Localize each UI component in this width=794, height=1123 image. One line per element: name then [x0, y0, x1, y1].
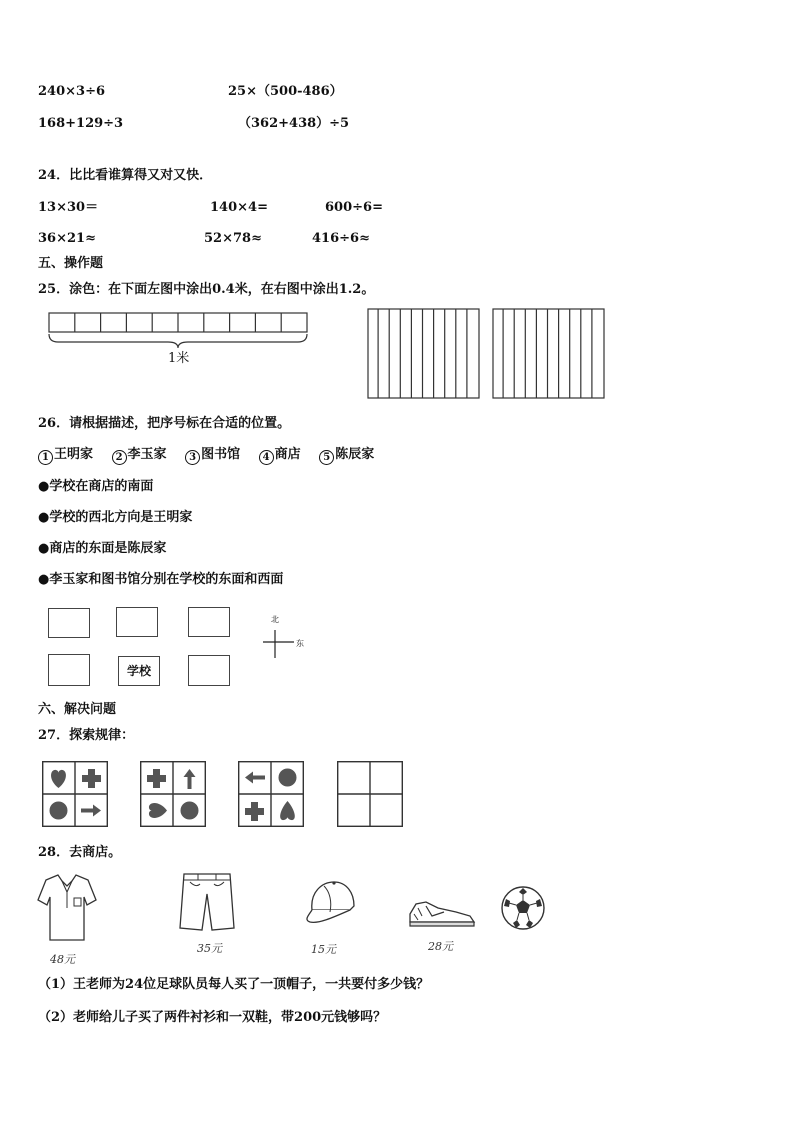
price-label: 35元: [197, 942, 222, 955]
price-label: 48元: [50, 953, 75, 966]
circle-icon: [50, 802, 68, 820]
school-box: 学校: [118, 656, 160, 686]
calc-expression: （362+438）÷5: [238, 116, 350, 131]
map-blank-box[interactable]: [188, 655, 230, 686]
shirt-icon: [36, 872, 98, 942]
estimate-expression: 416÷6≈: [312, 231, 370, 246]
shoe-icon: [406, 894, 478, 930]
clue-text: ●学校的西北方向是王明家: [38, 510, 193, 525]
section-heading: 五、操作题: [38, 256, 104, 271]
cap-icon: [302, 876, 358, 926]
calc-expression: 240×3÷6: [38, 84, 106, 99]
question-28-sub1: （1）王老师为24位足球队员每人买了一顶帽子，一共要付多少钱？: [38, 977, 430, 992]
place-option: 4 商店: [259, 447, 301, 462]
question-26-title: 26．请根据描述，把序号标在合适的位置。: [38, 416, 291, 431]
question-28-title: 28．去商店。: [38, 845, 122, 860]
clue-text: ●李玉家和图书馆分别在学校的东面和西面: [38, 572, 284, 587]
brace-label: 1米: [168, 351, 190, 366]
pattern-grid-2: [140, 761, 206, 827]
shorts-icon: [176, 870, 238, 934]
place-option: 1 王明家: [38, 447, 93, 462]
compass-north-label: 北: [271, 615, 279, 624]
place-option: 2 李玉家: [112, 447, 167, 462]
map-blank-box[interactable]: [188, 607, 230, 637]
clue-text: ●商店的东面是陈辰家: [38, 541, 167, 556]
question-25-title: 25．涂色：在下面左图中涂出0.4米，在右图中涂出1.2。: [38, 282, 375, 297]
place-options: [38, 447, 388, 465]
circle-icon: [279, 769, 297, 787]
place-option: 3 图书馆: [185, 447, 240, 462]
pattern-grid-1: [42, 761, 108, 827]
soccer-ball-icon: [500, 885, 546, 931]
map-blank-box[interactable]: [48, 654, 90, 686]
grid-left: [367, 308, 481, 400]
clue-text: ●学校在商店的南面: [38, 479, 154, 494]
estimate-expression: 140×4=: [210, 200, 268, 215]
pattern-grid-3: [238, 761, 304, 827]
map-blank-box[interactable]: [116, 607, 158, 637]
circle-icon: [181, 802, 199, 820]
price-label: 28元: [428, 940, 453, 953]
grid-right: [492, 308, 606, 400]
map-blank-box[interactable]: [48, 608, 90, 638]
question-27-title: 27．探索规律：: [38, 728, 135, 743]
place-option: 5 陈辰家: [319, 447, 374, 462]
estimate-expression: 600÷6=: [325, 200, 383, 215]
calc-expression: 168+129÷3: [38, 116, 124, 131]
estimate-expression: 36×21≈: [38, 231, 96, 246]
estimate-expression: 52×78≈: [204, 231, 262, 246]
compass-east-label: 东: [296, 639, 304, 648]
question-28-sub2: （2）老师给儿子买了两件衬衫和一双鞋，带200元钱够吗？: [38, 1010, 387, 1025]
calc-expression: 25×（500-486）: [228, 84, 343, 99]
pattern-grid-answer[interactable]: [337, 761, 403, 827]
estimate-expression: 13×30＝: [38, 200, 99, 215]
price-label: 15元: [311, 943, 336, 956]
section-heading: 六、解决问题: [38, 702, 117, 717]
question-24-title: 24．比比看谁算得又对又快．: [38, 168, 213, 183]
